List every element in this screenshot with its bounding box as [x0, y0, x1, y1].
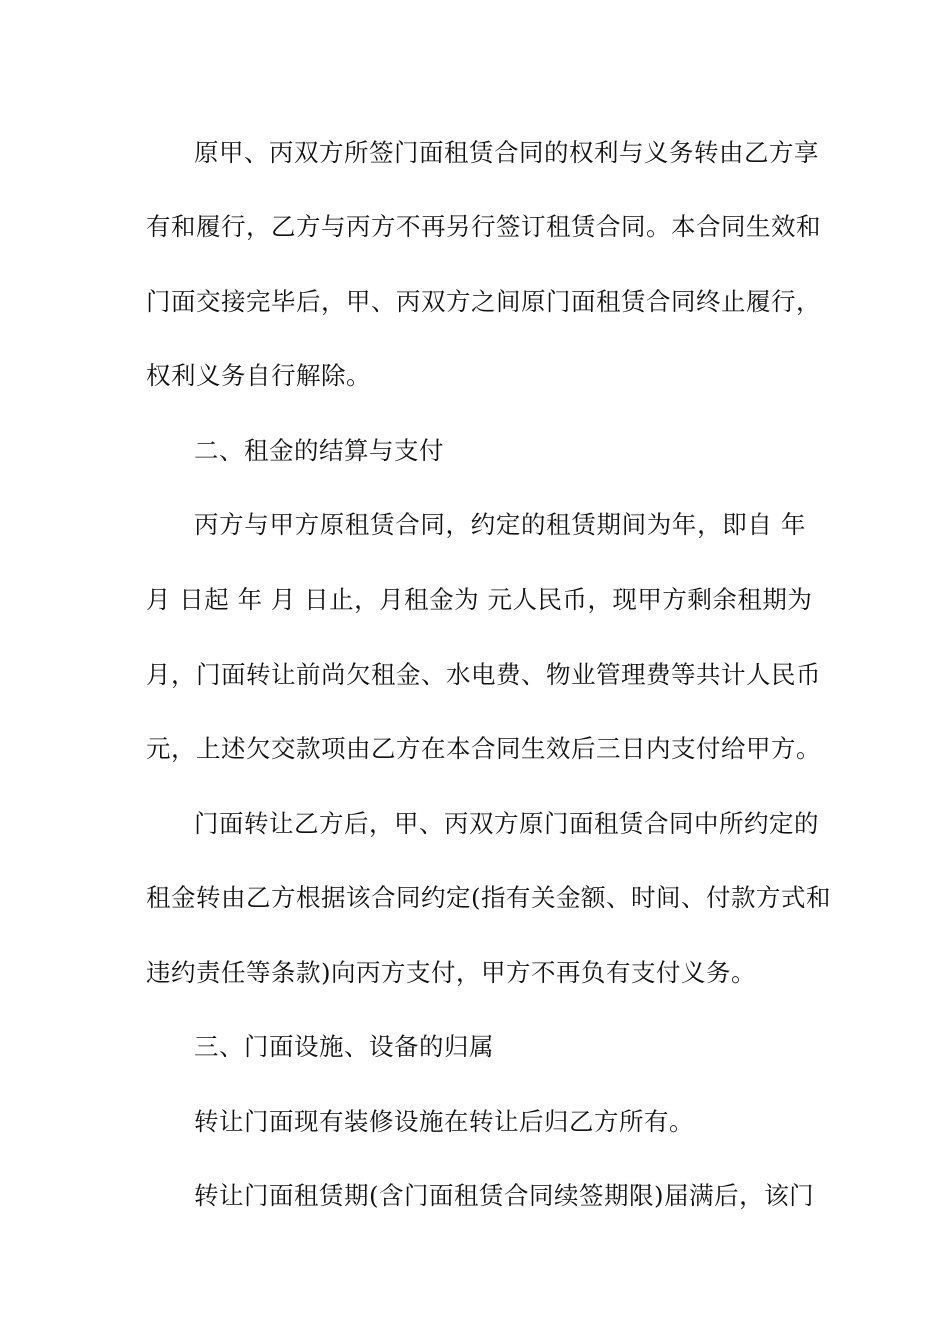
paragraph-line: 租金转由乙方根据该合同约定(指有关金额、时间、付款方式和: [146, 883, 832, 912]
paragraph-line: 门面转让乙方后，甲、丙双方原门面租赁合同中所约定的: [194, 809, 819, 838]
section-heading: 二、租金的结算与支付: [194, 436, 444, 465]
section-heading: 三、门面设施、设备的归属: [194, 1032, 494, 1061]
paragraph-line: 转让门面租赁期(含门面租赁合同续签期限)届满后，该门: [194, 1181, 815, 1210]
paragraph-line: 丙方与甲方原租赁合同，约定的租赁期间为年，即自 年: [194, 510, 806, 539]
paragraph-line: 月 日起 年 月 日止，月租金为 元人民币，现甲方剩余租期为: [146, 585, 813, 614]
paragraph-line: 元，上述欠交款项由乙方在本合同生效后三日内支付给甲方。: [146, 734, 821, 763]
paragraph-line: 原甲、丙双方所签门面租赁合同的权利与义务转由乙方享: [194, 138, 819, 167]
paragraph-line: 转让门面现有装修设施在转让后归乙方所有。: [194, 1107, 694, 1136]
paragraph-line: 门面交接完毕后，甲、丙双方之间原门面租赁合同终止履行，: [146, 287, 821, 316]
paragraph-line: 月，门面转让前尚欠租金、水电费、物业管理费等共计人民币: [146, 660, 821, 689]
paragraph-line: 权利义务自行解除。: [146, 361, 371, 390]
paragraph-line: 违约责任等条款)向丙方支付，甲方不再负有支付义务。: [146, 958, 757, 987]
paragraph-line: 有和履行，乙方与丙方不再另行签订租赁合同。本合同生效和: [146, 212, 821, 241]
